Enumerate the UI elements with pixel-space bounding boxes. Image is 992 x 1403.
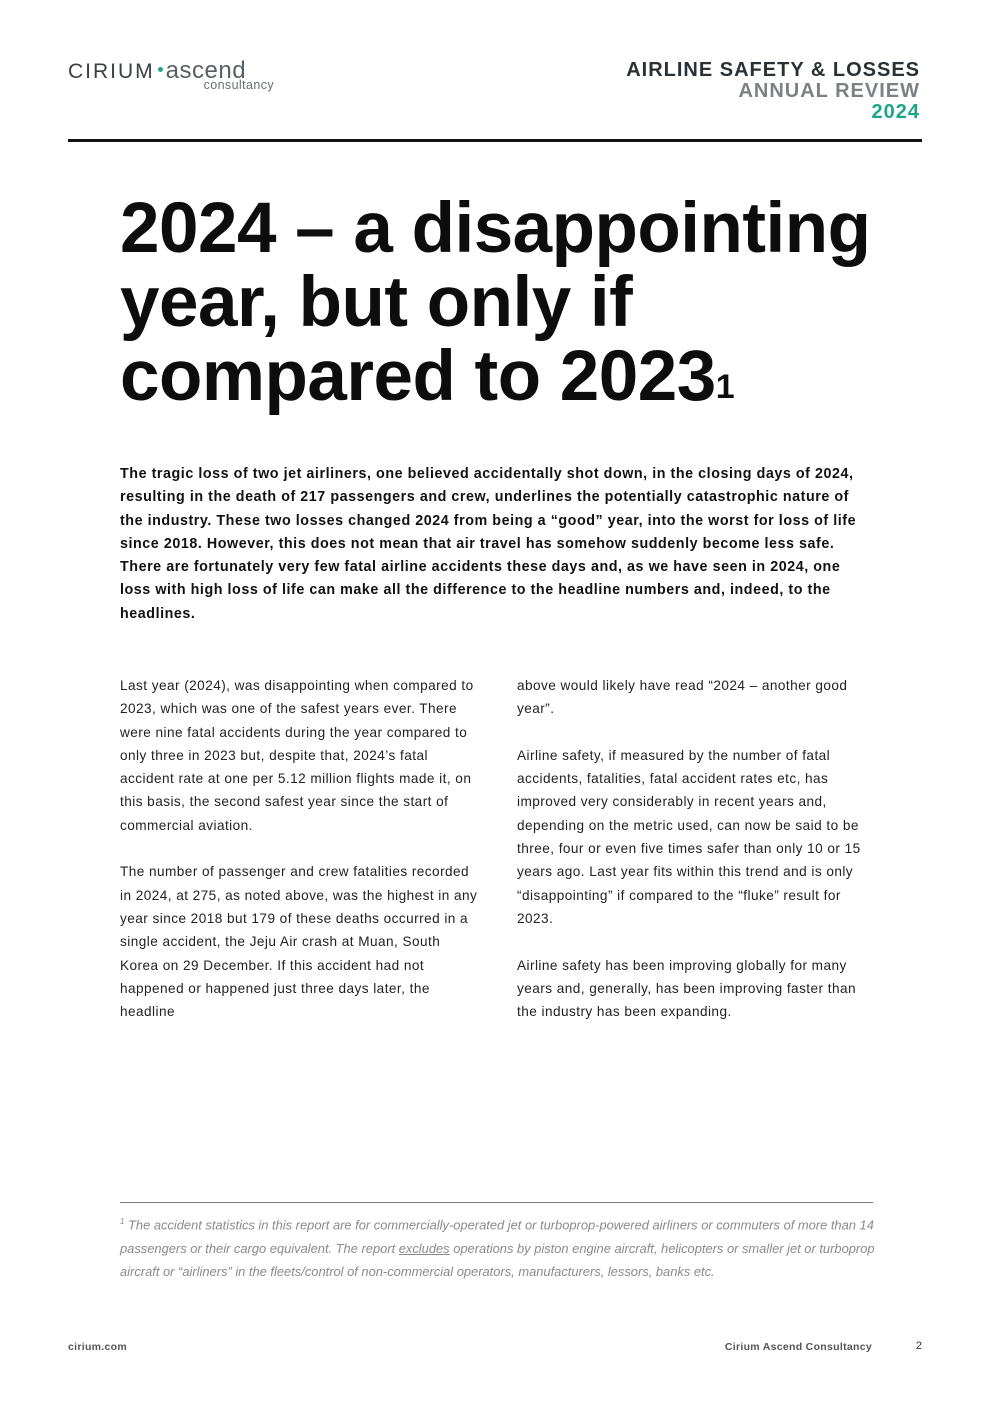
lead-paragraph: The tragic loss of two jet airliners, one believed accidentally shot down, in the closing days of 2024, resulting in the death of 217 passengers and crew, underlines the potentially catastrophic nature of the industry. These two losses changed 2024 from being a “good” year, into the worst for loss of life since 2018. However, this does not mean that air travel has somehow suddenly become less safe. There are fortunately very few fatal airline accidents these days and, as we have seen in 2024, one loss with high loss of life can make all the difference to the headline numbers and, indeed, to the headlines. [120, 466, 857, 622]
logo-consultancy: consultancy [203, 78, 274, 92]
footer-website: cirium.com [68, 1341, 128, 1353]
logo-dot-icon [158, 67, 163, 72]
footnote-text-after: operations by piston engine aircraft, helicopters or smaller jet or turboprop aircraft or “airliners” in the fleets/control of non-commercial operators, manufacturers, lessors, banks etc. [120, 1240, 875, 1279]
report-title-year: 2024 [871, 101, 920, 123]
footnote-text-before: The accident statistics in this report are for commercially-operated jet or turboprop-powered airliners or commuters of more than 14 passengers or their cargo equivalent. The report [120, 1217, 874, 1256]
body-column-right [517, 674, 879, 1047]
page-number: 2 [915, 1340, 922, 1352]
header-divider [68, 139, 922, 142]
footnote-mark: 1 [120, 1217, 125, 1226]
body-paragraph: Airline safety, if measured by the number of fatal accidents, fatalities, fatal accident rates etc, has improved very considerably in recent years and, depending on the metric used, can now be said to be three, four or even five times safer than only 10 or 15 years ago. Last year fits within this trend and is only “disappointing” if compared to the “fluke” result for 2023. [517, 747, 861, 926]
headline-text: 2024 – a disappointing year, but only if compared to 2023 [120, 189, 871, 416]
body-paragraph: The number of passenger and crew fatalities recorded in 2024, at 275, as noted above, was the highest in any year since 2018 but 179 of these deaths occurred in a single accident, the Jeju Air crash at Muan, South Korea on 29 December. If this accident had not happened or happened just three days later, the headline [120, 864, 478, 1020]
footnote [120, 1210, 880, 1283]
report-title [626, 60, 920, 123]
footnote-underlined-word: excludes [398, 1240, 450, 1256]
body-paragraph: Airline safety has been improving globally for many years and, generally, has been improving faster than the industry has been expanding. [517, 957, 857, 1020]
body-column-left [120, 674, 482, 1047]
logo-cirium: CIRIUM [68, 60, 155, 83]
body-paragraph: Last year (2024), was disappointing when compared to 2023, which was one of the safest years ever. There were nine fatal accidents during the year compared to only three in 2023 but, despite that, 2024’s fatal accident rate at one per 5.12 million flights made it, on this basis, the second safest year since the start of commercial aviation. [120, 678, 474, 833]
report-title-line1: AIRLINE SAFETY & LOSSES [626, 59, 920, 81]
page-headline [120, 189, 940, 416]
logo-ascend: ascend [165, 57, 247, 84]
report-title-line2: ANNUAL REVIEW [738, 80, 920, 102]
footer-company: Cirium Ascend Consultancy [724, 1341, 872, 1353]
body-paragraph: above would likely have read “2024 – another good year”. [517, 678, 848, 717]
footnote-divider [120, 1202, 873, 1203]
headline-footnote-mark: 1 [715, 368, 735, 406]
company-logo [68, 57, 274, 98]
